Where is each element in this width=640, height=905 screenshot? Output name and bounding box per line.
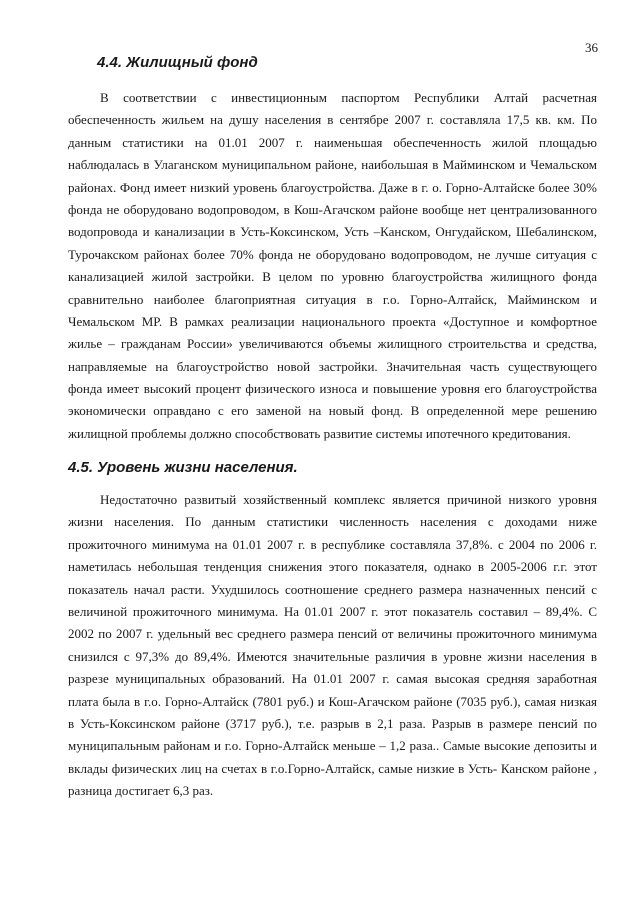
text-line: наблюдалась в Улаганском муниципальном районе, наибольшая в Майминском и Чемальском xyxy=(68,157,597,173)
text-line: Недостаточно развитый хозяйственный комплекс является причиной низкого уровня xyxy=(100,492,597,507)
text-line: обеспеченность жильем на душу населения в сентябре 2007 г. составляла 17,5 кв. км. По xyxy=(68,112,597,128)
text-line: Турочакском районах более 70% фонда не оборудовано водопроводом, не лучше ситуация с xyxy=(68,246,597,262)
section-heading-housing: 4.4. Жилищный фонд xyxy=(97,54,258,71)
text-line: жилищной проблемы должно способствовать развитие системы ипотечного кредитования. xyxy=(68,425,571,441)
page-number: 36 xyxy=(585,40,598,55)
text-line: данным статистики на 01.01 2007 г. наименьшая обеспеченность жилой площадью xyxy=(68,134,597,150)
text-line: фонда не оборудовано водопроводом, в Кош-Агачском районе вообще нет централизованного xyxy=(68,201,597,217)
text-line: наметилась небольшая тенденция снижения этого показателя, однако в 2005-2006 г.г. этот xyxy=(68,559,597,575)
text-line: сравнительно наиболее благоприятная ситуация в г.о. Горно-Алтайск, Майминском и xyxy=(68,291,597,307)
text-line: плата была в г.о. Горно-Алтайск (7801 руб.) и Кош-Агачском районе (7035 руб.), самая низкая xyxy=(68,693,597,709)
text-line: разница достигает 6,3 раз. xyxy=(68,783,214,799)
text-line: снизился с 97,3% до 89,4%. Имеются значительные различия в уровне жизни населения в xyxy=(68,648,597,664)
text-line: канализацией жилой застройки. В целом по уровню благоустройства жилищного фонда xyxy=(68,269,597,285)
text-line: водопровода и канализации в Усть-Коксинском, Усть –Канском, Онгудайском, Шебалинском, xyxy=(68,224,597,240)
text-line: показатель начал расти. Ухудшилось соотношение среднего размера назначенных пенсий с xyxy=(68,581,597,597)
text-line: величиной прожиточного минимума. На 01.01 2007 г. этот показатель составил – 89,4%. С xyxy=(68,603,597,619)
text-line: разрезе муниципальных образований. На 01.01 2007 г. самая высокая средняя заработная xyxy=(68,671,597,687)
text-line: вклады физических лиц на счетах в г.о.Горно-Алтайск, самые низкие в Усть- Канском районе , xyxy=(68,760,597,776)
text-line: 2002 по 2007 г. удельный вес среднего размера пенсий от величины прожиточного минимума xyxy=(68,626,597,642)
text-line: экономически оправдано с его заменой на новый фонд. В определенной мере решению xyxy=(68,403,597,419)
paragraph-living-standard xyxy=(68,489,597,802)
text-line: прожиточного минимума на 01.01 2007 г. в республике составляла 37,8%. с 2004 по 2006 г. xyxy=(68,536,597,552)
text-line: районах. Фонд имеет низкий уровень благоустройства. Даже в г. о. Горно-Алтайске более 30% xyxy=(68,179,597,195)
text-line: в Усть-Коксинском районе (3717 руб.), т.е. разрыв в 2,1 раза. Разрыв в размере пенсий по xyxy=(68,715,597,731)
text-line: муниципальным районам и г.о. Горно-Алтайск меньше – 1,2 раза.. Самые высокие депозиты и xyxy=(68,738,597,754)
text-line: В соответствии с инвестиционным паспортом Республики Алтай расчетная xyxy=(100,90,597,105)
text-line: направляемые на благоустройство новой застройки. Значительная часть существующего xyxy=(68,358,597,374)
paragraph-housing xyxy=(68,87,597,445)
text-line: жилье – гражданам России» увеличиваются объемы жилищного строительства и средства, xyxy=(68,336,597,352)
section-heading-living-standard: 4.5. Уровень жизни населения. xyxy=(68,459,298,476)
text-line: фонда имеет высокий процент физического износа и повышение уровня его благоустройства xyxy=(68,381,597,397)
text-line: жизни населения. По данным статистики численность населения с доходами ниже xyxy=(68,514,597,530)
text-line: Чемальском МР. В рамках реализации национального проекта «Доступное и комфортное xyxy=(68,313,597,329)
